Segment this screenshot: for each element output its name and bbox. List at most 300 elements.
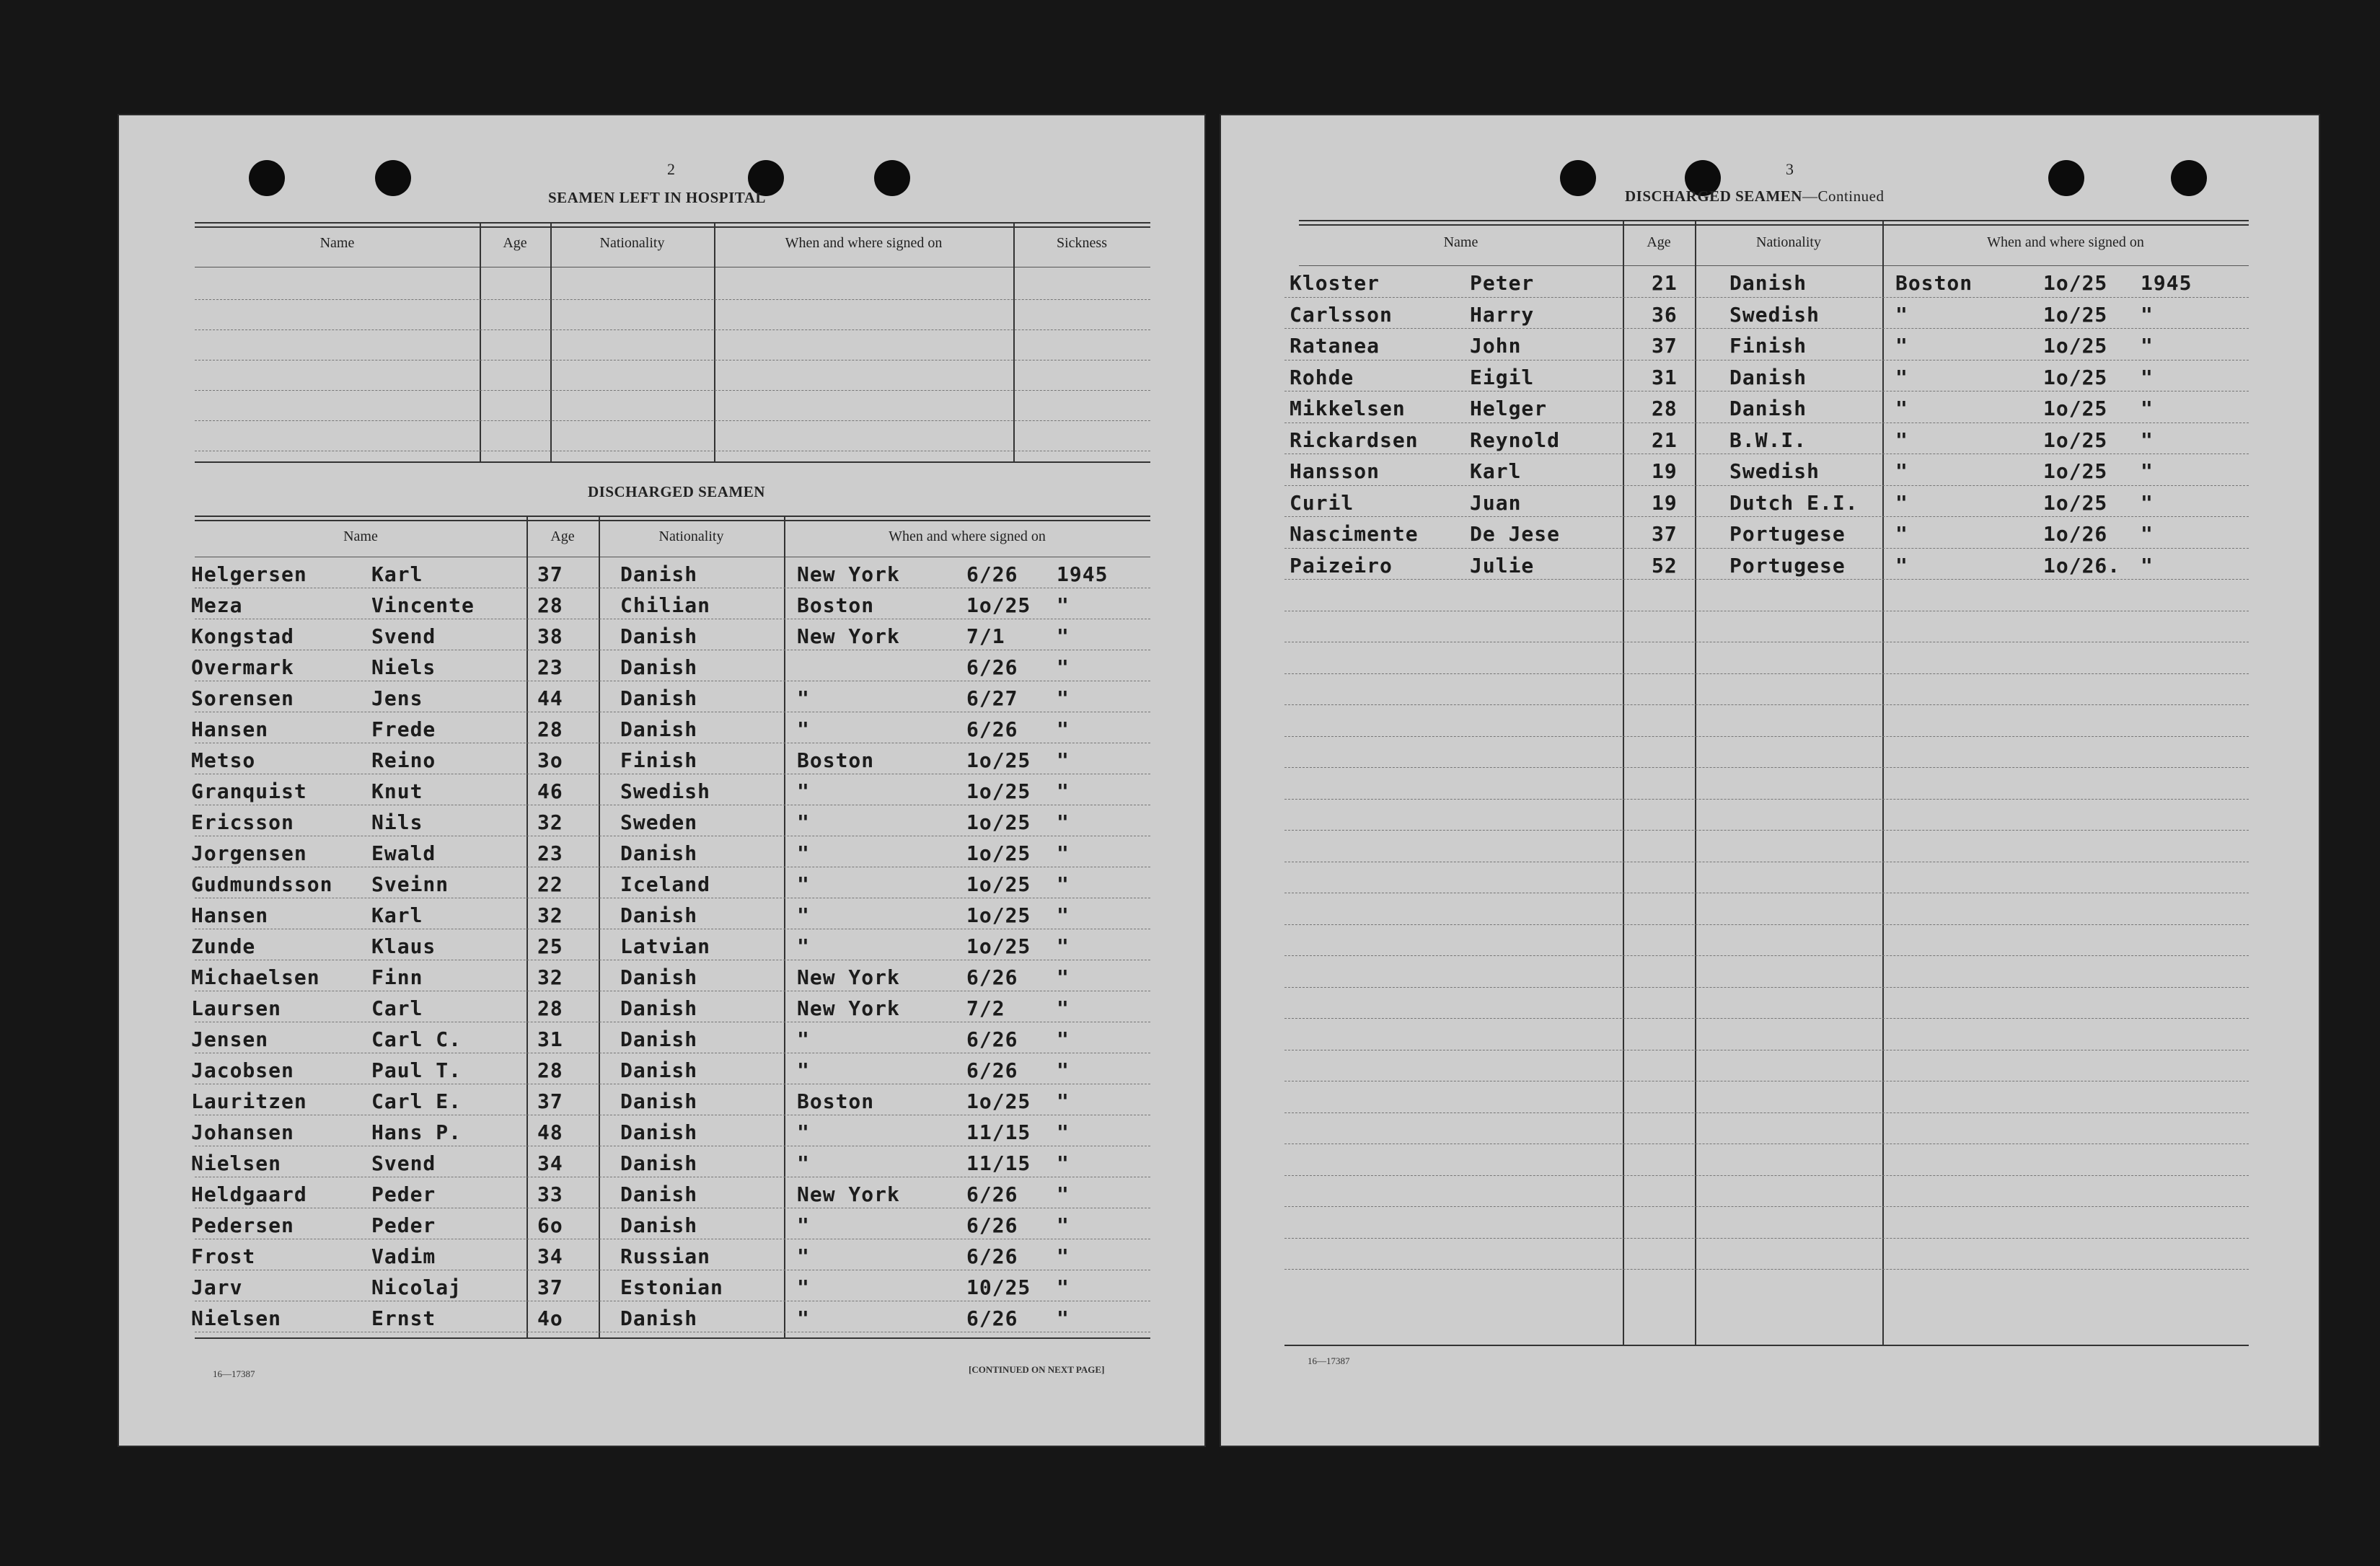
table-cell: " xyxy=(1057,810,1070,834)
column-divider xyxy=(1013,222,1015,461)
table-cell: 19 xyxy=(1652,459,1678,483)
table-cell: Juan xyxy=(1470,490,1522,515)
table-cell: Danish xyxy=(620,686,698,710)
table-cell: " xyxy=(2141,302,2154,327)
table-cell: 19 xyxy=(1652,490,1678,515)
column-divider xyxy=(1623,220,1624,1345)
row-line xyxy=(1284,830,2249,831)
table-rule xyxy=(195,226,1150,228)
row-line xyxy=(1284,704,2249,705)
table-cell: 7/2 xyxy=(966,996,1005,1020)
row-line xyxy=(1284,328,2249,329)
table-cell: Rickardsen xyxy=(1290,428,1419,452)
table-cell: " xyxy=(797,686,810,710)
table-cell: " xyxy=(797,903,810,927)
header-rule xyxy=(1299,265,2249,266)
row-line xyxy=(195,329,1150,330)
table-cell: Nascimente xyxy=(1290,522,1419,546)
table-cell: 32 xyxy=(537,965,563,989)
punch-hole xyxy=(2171,160,2207,196)
table-cell: John xyxy=(1470,334,1522,358)
table-cell: Frede xyxy=(371,717,436,741)
table-cell: 6/26 xyxy=(966,1213,1018,1237)
table-cell: Carlsson xyxy=(1290,302,1393,327)
table-cell: Russian xyxy=(620,1244,711,1268)
table-cell: 1o/25 xyxy=(966,872,1031,896)
table-cell: 10/25 xyxy=(966,1275,1031,1299)
table-cell: Kongstad xyxy=(191,624,294,648)
table-cell: Hansson xyxy=(1290,459,1380,483)
row-line xyxy=(1284,799,2249,800)
table-cell: 1o/25 xyxy=(966,903,1031,927)
table-cell: Chilian xyxy=(620,593,711,617)
table-cell: " xyxy=(1057,934,1070,958)
table-cell: Svend xyxy=(371,1151,436,1175)
table-cell: Carl C. xyxy=(371,1027,462,1051)
row-line xyxy=(1284,579,2249,580)
table-cell: 22 xyxy=(537,872,563,896)
table-cell: New York xyxy=(797,996,900,1020)
table-cell: 1o/25 xyxy=(2043,302,2108,327)
column-divider xyxy=(550,222,552,461)
row-line xyxy=(1284,736,2249,737)
table-cell: " xyxy=(2141,365,2154,389)
table-cell: Harry xyxy=(1470,302,1535,327)
table-cell: 48 xyxy=(537,1120,563,1144)
table-cell: " xyxy=(1057,686,1070,710)
table-cell: " xyxy=(1057,748,1070,772)
table-cell: " xyxy=(1057,841,1070,865)
table-cell: 36 xyxy=(1652,302,1678,327)
table-cell: Meza xyxy=(191,593,243,617)
table-cell: Reynold xyxy=(1470,428,1561,452)
row-line xyxy=(1284,1018,2249,1019)
table-cell: Gudmundsson xyxy=(191,872,333,896)
table-cell: Karl xyxy=(371,562,423,586)
table-cell: 21 xyxy=(1652,428,1678,452)
table-cell: Danish xyxy=(1729,397,1807,420)
table-cell: Carl xyxy=(371,996,423,1020)
table-cell: " xyxy=(797,1151,810,1175)
row-line xyxy=(1284,1269,2249,1270)
table-cell: Helger xyxy=(1470,397,1548,420)
table-cell: 1o/25 xyxy=(2043,365,2108,389)
column-header: Name xyxy=(319,235,355,251)
table-cell: Swedish xyxy=(1729,302,1820,327)
table-cell: 4o xyxy=(537,1306,563,1330)
table-cell: Heldgaard xyxy=(191,1182,307,1206)
table-cell: Boston xyxy=(1895,271,1973,295)
table-cell: " xyxy=(1057,1182,1070,1206)
table-cell: 34 xyxy=(537,1151,563,1175)
table-cell: Julie xyxy=(1470,553,1535,578)
row-line xyxy=(1284,1175,2249,1176)
table-cell: " xyxy=(1057,965,1070,989)
table-cell: 6/26 xyxy=(966,1182,1018,1206)
table-cell: 23 xyxy=(537,655,563,679)
table-rule xyxy=(195,461,1150,463)
table-cell: 1o/26. xyxy=(2043,553,2121,578)
table-cell: Nicolaj xyxy=(371,1275,462,1299)
table-cell: 52 xyxy=(1652,553,1678,578)
table-cell: Paul T. xyxy=(371,1058,462,1082)
table-cell: Sorensen xyxy=(191,686,294,710)
row-line xyxy=(1284,955,2249,956)
table-cell: 1945 xyxy=(2141,271,2192,295)
table-cell: " xyxy=(1057,1120,1070,1144)
table-cell: " xyxy=(2141,334,2154,358)
table-cell: " xyxy=(2141,459,2154,483)
table-cell: New York xyxy=(797,624,900,648)
column-header: Nationality xyxy=(599,235,665,251)
table-cell: Hansen xyxy=(191,717,269,741)
column-header: Age xyxy=(1647,234,1671,250)
table-cell: Hans P. xyxy=(371,1120,462,1144)
table-cell: 6/26 xyxy=(966,1244,1018,1268)
table-cell: 21 xyxy=(1652,271,1678,295)
table-cell: " xyxy=(1057,1089,1070,1113)
table-cell: 32 xyxy=(537,903,563,927)
table-cell: " xyxy=(1057,996,1070,1020)
table-cell: 37 xyxy=(537,1089,563,1113)
table-cell: 1o/25 xyxy=(966,810,1031,834)
table-cell: Finn xyxy=(371,965,423,989)
table-cell: 28 xyxy=(537,1058,563,1082)
table-cell: 1o/25 xyxy=(2043,459,2108,483)
table-cell: Overmark xyxy=(191,655,294,679)
table-cell: Estonian xyxy=(620,1275,723,1299)
form-number: 16—17387 xyxy=(213,1368,255,1379)
column-divider xyxy=(526,516,528,1337)
table-cell: B.W.I. xyxy=(1729,428,1807,452)
table-rule xyxy=(1299,224,2249,226)
table-cell: Kloster xyxy=(1290,271,1380,295)
table-cell: 6/26 xyxy=(966,965,1018,989)
table-cell: " xyxy=(797,934,810,958)
table-cell: Jensen xyxy=(191,1027,269,1051)
table-cell: 1o/26 xyxy=(2043,522,2108,546)
table-cell: " xyxy=(797,717,810,741)
table-cell: Swedish xyxy=(1729,459,1820,483)
table-cell: Granquist xyxy=(191,779,307,803)
table-cell: Finish xyxy=(620,748,698,772)
table-cell: Ratanea xyxy=(1290,334,1380,358)
table-cell: Helgersen xyxy=(191,562,307,586)
table-cell: Danish xyxy=(620,965,698,989)
discharged-section-title: DISCHARGED SEAMEN xyxy=(588,483,765,500)
hospital-section-title: SEAMEN LEFT IN HOSPITAL xyxy=(548,189,766,206)
table-cell: 1o/25 xyxy=(966,841,1031,865)
row-line xyxy=(1284,987,2249,988)
column-header: Nationality xyxy=(1756,234,1821,250)
table-cell: Sweden xyxy=(620,810,698,834)
page-number: 3 xyxy=(1786,160,1794,178)
column-divider xyxy=(480,222,481,461)
table-cell: " xyxy=(1895,428,1908,452)
column-divider xyxy=(1695,220,1696,1345)
table-cell: 33 xyxy=(537,1182,563,1206)
table-cell: 34 xyxy=(537,1244,563,1268)
table-cell: Danish xyxy=(620,1151,698,1175)
table-cell: " xyxy=(1057,655,1070,679)
table-cell: Ewald xyxy=(371,841,436,865)
column-divider xyxy=(784,516,785,1337)
table-cell: 6/26 xyxy=(966,655,1018,679)
table-cell: " xyxy=(1057,903,1070,927)
punch-hole xyxy=(249,160,285,196)
row-line xyxy=(1284,1112,2249,1113)
table-cell: Michaelsen xyxy=(191,965,320,989)
table-cell: Mikkelsen xyxy=(1290,397,1406,420)
table-cell: " xyxy=(1057,1027,1070,1051)
table-cell: Frost xyxy=(191,1244,256,1268)
row-line xyxy=(1284,1143,2249,1144)
table-cell: Danish xyxy=(620,1182,698,1206)
table-cell: " xyxy=(797,1120,810,1144)
table-cell: Swedish xyxy=(620,779,711,803)
table-cell: Jacobsen xyxy=(191,1058,294,1082)
row-line xyxy=(1284,548,2249,549)
table-cell: Johansen xyxy=(191,1120,294,1144)
table-cell: Danish xyxy=(620,1306,698,1330)
page-2 xyxy=(119,115,1204,1446)
table-cell: Peder xyxy=(371,1213,436,1237)
table-cell: 28 xyxy=(537,717,563,741)
table-cell: Rohde xyxy=(1290,365,1354,389)
row-line xyxy=(1284,1238,2249,1239)
table-cell: 1o/25 xyxy=(2043,428,2108,452)
column-divider xyxy=(714,222,715,461)
table-cell: 1o/25 xyxy=(2043,334,2108,358)
row-line xyxy=(1284,767,2249,768)
table-cell: " xyxy=(1057,717,1070,741)
table-cell: Portugese xyxy=(1729,522,1846,546)
table-cell: 6/26 xyxy=(966,1306,1018,1330)
table-cell: Curil xyxy=(1290,490,1354,515)
table-cell: 44 xyxy=(537,686,563,710)
table-cell: Boston xyxy=(797,593,875,617)
continued-note: [CONTINUED ON NEXT PAGE] xyxy=(969,1364,1105,1375)
table-cell: New York xyxy=(797,1182,900,1206)
table-cell: 6o xyxy=(537,1213,563,1237)
table-cell: De Jese xyxy=(1470,522,1561,546)
table-cell: Peter xyxy=(1470,271,1535,295)
table-cell: " xyxy=(1057,1244,1070,1268)
column-header: Name xyxy=(1443,234,1478,250)
table-cell: 1o/25 xyxy=(966,1089,1031,1113)
punch-hole xyxy=(375,160,411,196)
table-cell: New York xyxy=(797,562,900,586)
table-cell: " xyxy=(1895,365,1908,389)
continued-section-title xyxy=(1625,187,1884,205)
title-continued: —Continued xyxy=(1802,187,1885,205)
table-cell: 11/15 xyxy=(966,1120,1031,1144)
table-cell: 28 xyxy=(537,593,563,617)
table-cell: " xyxy=(1895,334,1908,358)
table-cell: Eigil xyxy=(1470,365,1535,389)
table-cell: 6/26 xyxy=(966,1058,1018,1082)
table-cell: Jens xyxy=(371,686,423,710)
table-cell: " xyxy=(1057,1151,1070,1175)
row-line xyxy=(1284,1206,2249,1207)
table-cell: " xyxy=(797,810,810,834)
table-cell: " xyxy=(2141,397,2154,420)
table-cell: 37 xyxy=(537,1275,563,1299)
table-cell: " xyxy=(1895,397,1908,420)
table-cell: Danish xyxy=(620,903,698,927)
table-cell: Danish xyxy=(620,655,698,679)
column-divider xyxy=(599,516,600,1337)
column-header: Age xyxy=(503,235,527,251)
table-cell: Danish xyxy=(620,1120,698,1144)
row-line xyxy=(1284,673,2249,674)
table-cell: Pedersen xyxy=(191,1213,294,1237)
table-cell: Ernst xyxy=(371,1306,436,1330)
table-cell: " xyxy=(1057,1058,1070,1082)
table-cell: Dutch E.I. xyxy=(1729,490,1859,515)
row-line xyxy=(195,299,1150,300)
table-cell: Ericsson xyxy=(191,810,294,834)
table-cell: " xyxy=(797,1058,810,1082)
table-cell: " xyxy=(797,872,810,896)
table-cell: " xyxy=(2141,522,2154,546)
column-header: Age xyxy=(550,528,575,544)
table-cell: " xyxy=(2141,553,2154,578)
table-cell: 1o/25 xyxy=(2043,397,2108,420)
table-cell: 1o/25 xyxy=(2043,490,2108,515)
table-cell: Lauritzen xyxy=(191,1089,307,1113)
table-cell: Reino xyxy=(371,748,436,772)
table-cell: Laursen xyxy=(191,996,282,1020)
table-cell: Sveinn xyxy=(371,872,449,896)
table-cell: " xyxy=(1895,522,1908,546)
table-cell: " xyxy=(1057,779,1070,803)
table-cell: " xyxy=(797,779,810,803)
table-cell: " xyxy=(797,1244,810,1268)
table-cell: Danish xyxy=(620,1213,698,1237)
table-cell: 37 xyxy=(1652,522,1678,546)
table-cell: Danish xyxy=(1729,271,1807,295)
table-cell: " xyxy=(1895,302,1908,327)
table-rule xyxy=(195,1337,1150,1339)
table-cell: Paizeiro xyxy=(1290,553,1393,578)
table-cell: Carl E. xyxy=(371,1089,462,1113)
table-cell: 25 xyxy=(537,934,563,958)
table-cell: 38 xyxy=(537,624,563,648)
table-rule xyxy=(1299,220,2249,221)
table-cell: " xyxy=(2141,428,2154,452)
table-cell: " xyxy=(1057,1213,1070,1237)
table-cell: Nielsen xyxy=(191,1151,282,1175)
table-cell: Nielsen xyxy=(191,1306,282,1330)
table-cell: 1o/25 xyxy=(966,779,1031,803)
table-cell: " xyxy=(1057,872,1070,896)
table-cell: Danish xyxy=(1729,365,1807,389)
page-3 xyxy=(1221,115,2319,1446)
page-number: 2 xyxy=(667,160,675,178)
table-cell: " xyxy=(1895,459,1908,483)
row-line xyxy=(1284,297,2249,298)
column-divider xyxy=(1882,220,1884,1345)
table-cell: 1o/25 xyxy=(966,934,1031,958)
table-cell: Metso xyxy=(191,748,256,772)
table-cell: 6/26 xyxy=(966,1027,1018,1051)
table-cell: 6/26 xyxy=(966,562,1018,586)
table-cell: Jorgensen xyxy=(191,841,307,865)
table-cell: Danish xyxy=(620,1089,698,1113)
table-cell: 37 xyxy=(1652,334,1678,358)
column-header: When and where signed on xyxy=(785,235,943,251)
row-line xyxy=(1284,924,2249,925)
table-cell: 37 xyxy=(537,562,563,586)
table-cell: 28 xyxy=(1652,397,1678,420)
table-cell: " xyxy=(1057,624,1070,648)
table-cell: Vincente xyxy=(371,593,475,617)
row-line xyxy=(195,420,1150,421)
column-header: Sickness xyxy=(1057,235,1107,251)
table-cell: Danish xyxy=(620,1027,698,1051)
table-cell: 31 xyxy=(1652,365,1678,389)
table-cell: Nils xyxy=(371,810,423,834)
table-cell: Klaus xyxy=(371,934,436,958)
table-rule xyxy=(195,222,1150,224)
table-rule xyxy=(1284,1345,2249,1346)
table-cell: Finish xyxy=(1729,334,1807,358)
table-rule xyxy=(195,516,1150,517)
table-cell: Peder xyxy=(371,1182,436,1206)
form-number: 16—17387 xyxy=(1308,1355,1350,1366)
table-cell: 7/1 xyxy=(966,624,1005,648)
table-cell: " xyxy=(797,841,810,865)
table-cell: Jarv xyxy=(191,1275,243,1299)
table-cell: 1o/25 xyxy=(2043,271,2108,295)
table-cell: 32 xyxy=(537,810,563,834)
row-line xyxy=(195,390,1150,391)
column-header: When and where signed on xyxy=(1987,234,2144,250)
column-header: When and where signed on xyxy=(889,528,1046,544)
table-cell: New York xyxy=(797,965,900,989)
table-cell: 1o/25 xyxy=(966,593,1031,617)
table-cell: " xyxy=(2141,490,2154,515)
table-cell: 6/26 xyxy=(966,717,1018,741)
table-cell: Boston xyxy=(797,1089,875,1113)
table-cell: Portugese xyxy=(1729,553,1846,578)
table-cell: " xyxy=(1895,553,1908,578)
table-cell: 1o/25 xyxy=(966,748,1031,772)
table-cell: 3o xyxy=(537,748,563,772)
row-line xyxy=(1284,391,2249,392)
table-cell: Danish xyxy=(620,996,698,1020)
table-cell: 23 xyxy=(537,841,563,865)
table-cell: " xyxy=(1895,490,1908,515)
table-cell: " xyxy=(1057,1306,1070,1330)
table-cell: Boston xyxy=(797,748,875,772)
table-cell: Karl xyxy=(1470,459,1522,483)
column-header: Nationality xyxy=(658,528,724,544)
table-cell: " xyxy=(797,1213,810,1237)
column-header: Name xyxy=(343,528,378,544)
table-cell: Karl xyxy=(371,903,423,927)
punch-hole xyxy=(1560,160,1596,196)
row-line xyxy=(1284,485,2249,486)
table-cell: Niels xyxy=(371,655,436,679)
table-cell: Danish xyxy=(620,841,698,865)
table-cell: Danish xyxy=(620,562,698,586)
table-rule xyxy=(195,520,1150,521)
table-cell: Hansen xyxy=(191,903,269,927)
table-cell: Vadim xyxy=(371,1244,436,1268)
table-cell: Zunde xyxy=(191,934,256,958)
